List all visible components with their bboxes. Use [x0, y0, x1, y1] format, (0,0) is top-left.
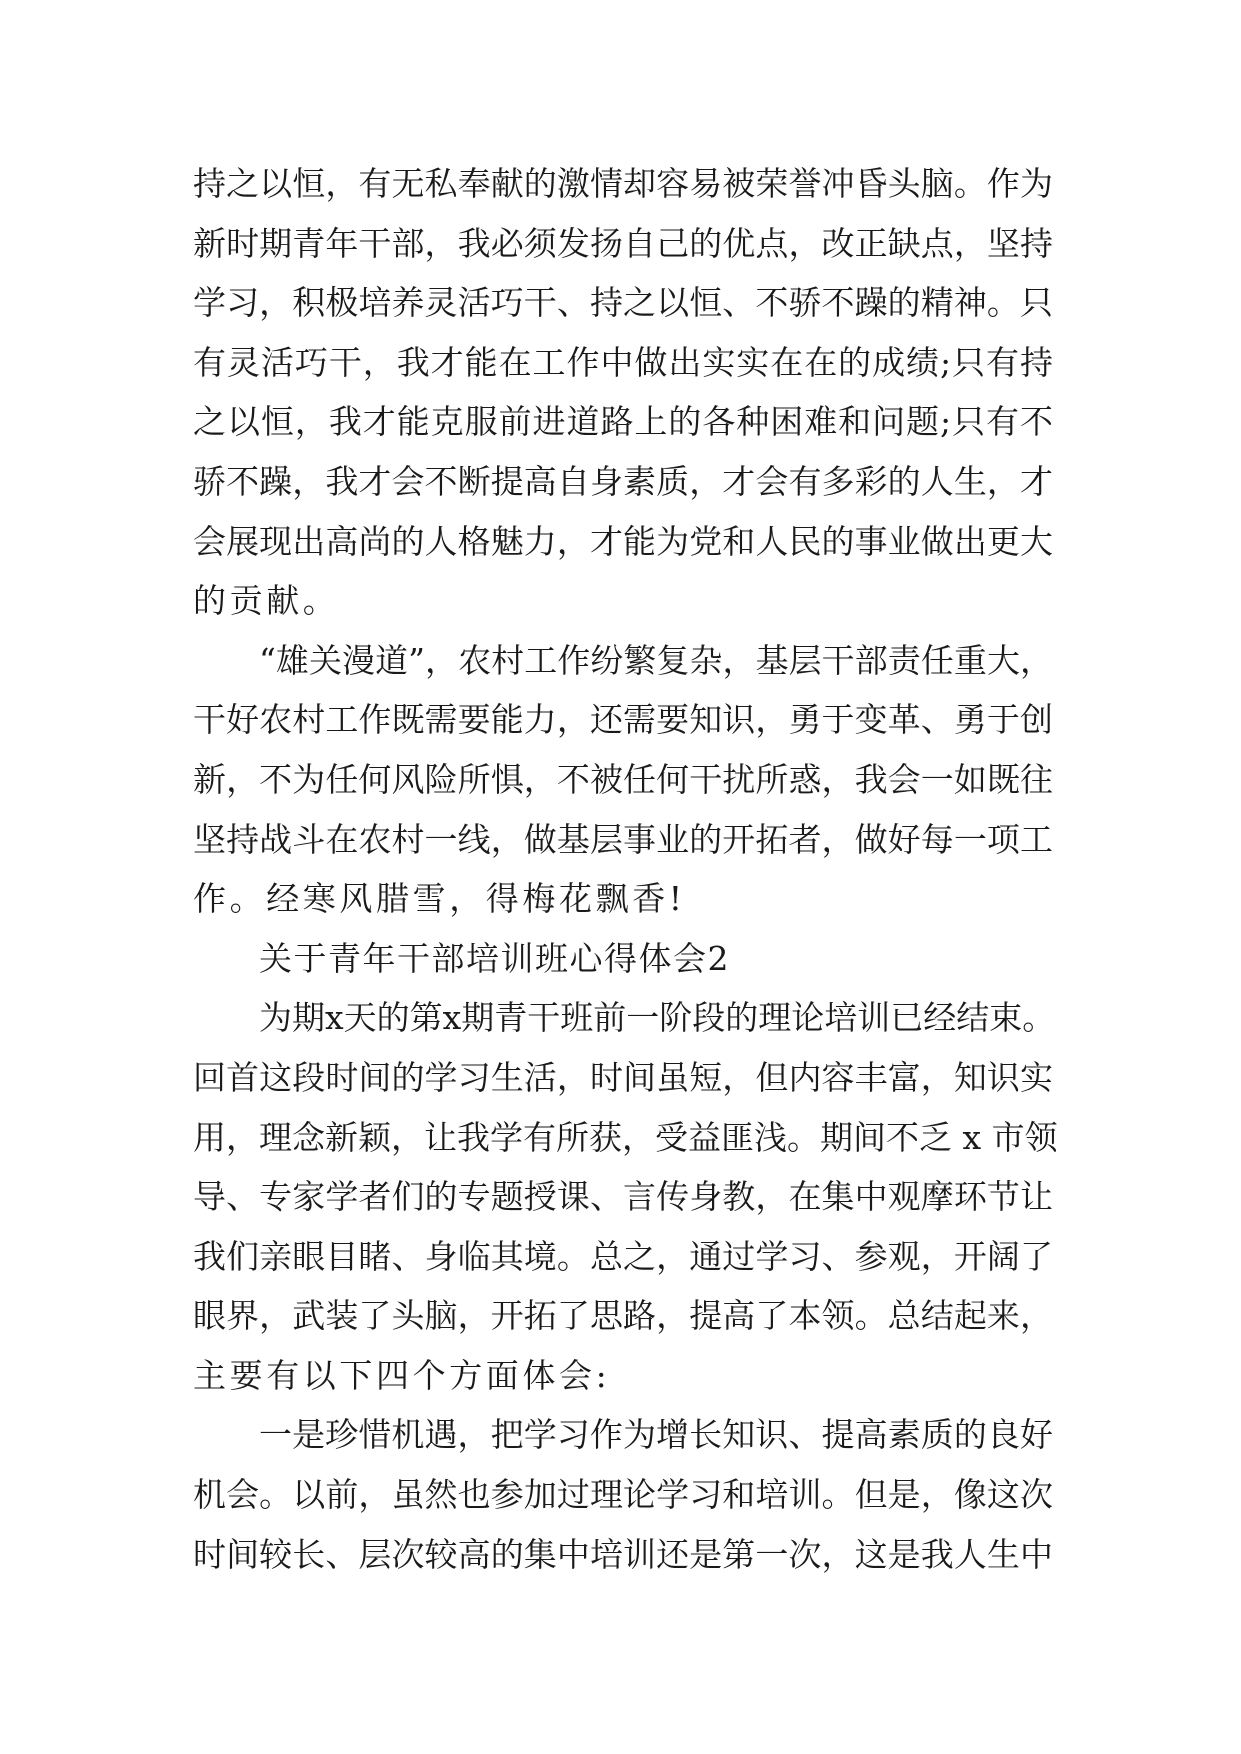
text-line-2: 新时期青年干部，我必须发扬自己的优点，改正缺点，坚持: [193, 223, 1053, 263]
text-line-12: 坚持战斗在农村一线，做基层事业的开拓者，做好每一项工: [193, 819, 1053, 859]
text-line-8: 的贡献。: [193, 581, 340, 621]
paragraph-start-line: “雄关漫道”，农村工作纷繁复杂，基层干部责任重大，: [259, 640, 1053, 680]
text-line-3: 学习，积极培养灵活巧干、持之以恒、不骄不躁的精神。只: [193, 283, 1053, 323]
text-line-23: 机会。以前，虽然也参加过理论学习和培训。但是，像这次: [193, 1475, 1053, 1515]
paragraph-start-line: 一是珍惜机遇，把学习作为增长知识、提高素质的良好: [259, 1415, 1053, 1455]
text-line-24: 时间较长、层次较高的集中培训还是第一次，这是我人生中: [193, 1534, 1053, 1574]
text-line-11: 新，不为任何风险所惧，不被任何干扰所惑，我会一如既往: [193, 759, 1053, 799]
document-body: [193, 154, 1058, 1584]
text-line-21: 主要有以下四个方面体会:: [193, 1355, 611, 1395]
text-line-7: 会展现出高尚的人格魅力，才能为党和人民的事业做出更大: [193, 521, 1053, 561]
text-line-17: 用，理念新颖，让我学有所获，受益匪浅。期间不乏 x 市领: [193, 1117, 1058, 1157]
text-line-5: 之以恒，我才能克服前进道路上的各种困难和问题;只有不: [193, 402, 1053, 442]
text-line-6: 骄不躁，我才会不断提高自身素质，才会有多彩的人生，才: [193, 461, 1053, 501]
text-line-16: 回首这段时间的学习生活，时间虽短，但内容丰富，知识实: [193, 1057, 1053, 1097]
text-line-10: 干好农村工作既需要能力，还需要知识，勇于变革、勇于创: [193, 700, 1053, 740]
text-line-19: 我们亲眼目睹、身临其境。总之，通过学习、参观，开阔了: [193, 1236, 1053, 1276]
text-line-4: 有灵活巧干，我才能在工作中做出实实在在的成绩;只有持: [193, 342, 1053, 382]
text-line-13: 作。经寒风腊雪，得梅花飘香!: [193, 879, 686, 919]
text-line-18: 导、专家学者们的专题授课、言传身教，在集中观摩环节让: [193, 1177, 1053, 1217]
text-line-20: 眼界，武装了头脑，开拓了思路，提高了本领。总结起来，: [193, 1296, 1053, 1336]
paragraph-start-line: 为期x天的第x期青干班前一阶段的理论培训已经结束。: [259, 998, 1056, 1038]
section-heading: 关于青年干部培训班心得体会2: [259, 938, 730, 978]
text-line-1: 持之以恒，有无私奉献的激情却容易被荣誉冲昏头脑。作为: [193, 164, 1053, 203]
